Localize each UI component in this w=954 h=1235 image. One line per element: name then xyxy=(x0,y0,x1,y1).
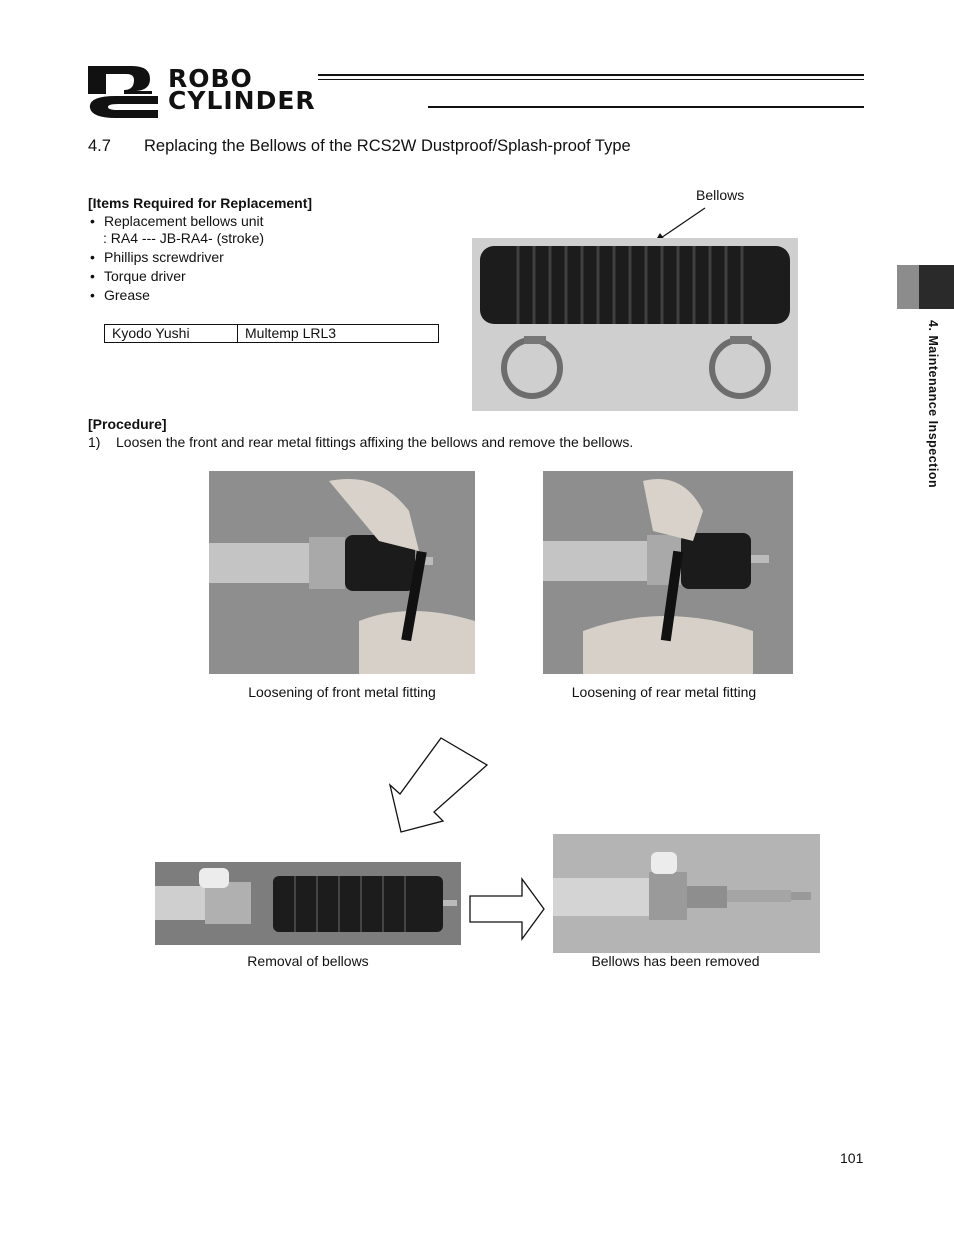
logo-line-1: ROBO xyxy=(168,64,253,93)
header-rule-top xyxy=(318,74,864,76)
step-number: 1) xyxy=(88,434,101,450)
logo-line-2: CYLINDER xyxy=(168,86,316,115)
rear-fitting-photo xyxy=(543,471,793,674)
arrow-down-left-icon xyxy=(385,735,491,841)
list-item-label: Phillips screwdriver xyxy=(104,249,224,265)
list-item xyxy=(88,268,264,285)
table-cell: Multemp LRL3 xyxy=(238,325,439,343)
bellows-photo xyxy=(472,238,798,411)
items-required-list xyxy=(88,213,264,306)
header-rule-bottom xyxy=(428,106,864,108)
table-row xyxy=(105,325,439,343)
caption-rear-fitting: Loosening of rear metal fitting xyxy=(571,684,757,700)
section-title-text: Replacing the Bellows of the RCS2W Dustproof/Splash-proof Type xyxy=(144,137,631,155)
page-number: 101 xyxy=(840,1150,864,1166)
side-tab-marker-light xyxy=(897,265,919,309)
items-required-heading: [Items Required for Replacement] xyxy=(88,195,313,211)
table-cell: Kyodo Yushi xyxy=(105,325,238,343)
procedure-heading: [Procedure] xyxy=(88,416,167,432)
caption-removal: Removal of bellows xyxy=(247,953,369,969)
caption-front-fitting: Loosening of front metal fitting xyxy=(248,684,436,700)
section-number: 4.7 xyxy=(88,137,111,155)
list-item xyxy=(88,249,264,266)
side-tab-marker-dark xyxy=(919,265,954,309)
rc-logo-icon xyxy=(88,66,158,118)
bellows-label: Bellows xyxy=(696,187,745,203)
arrow-right-icon xyxy=(468,876,548,942)
list-item-label: Replacement bellows unit xyxy=(104,213,264,229)
procedure-step-1 xyxy=(88,434,633,450)
removal-photo xyxy=(155,862,461,945)
side-tab-label: 4. Maintenance Inspection xyxy=(926,320,940,489)
logo-wordmark xyxy=(168,64,316,115)
front-fitting-photo xyxy=(209,471,475,674)
section-title xyxy=(88,137,631,156)
list-item xyxy=(88,213,264,247)
list-item-label: Torque driver xyxy=(104,268,186,284)
grease-table xyxy=(104,324,439,343)
header-rule-top-2 xyxy=(318,79,864,80)
bellows-removed-photo xyxy=(553,834,820,953)
caption-removed: Bellows has been removed xyxy=(591,953,760,969)
list-item xyxy=(88,287,264,304)
bellows-model: : RA4 --- JB-RA4- (stroke) xyxy=(103,230,265,246)
list-item-label: Grease xyxy=(104,287,150,303)
step-text: Loosen the front and rear metal fittings affixing the bellows and remove the bellows. xyxy=(116,434,634,450)
